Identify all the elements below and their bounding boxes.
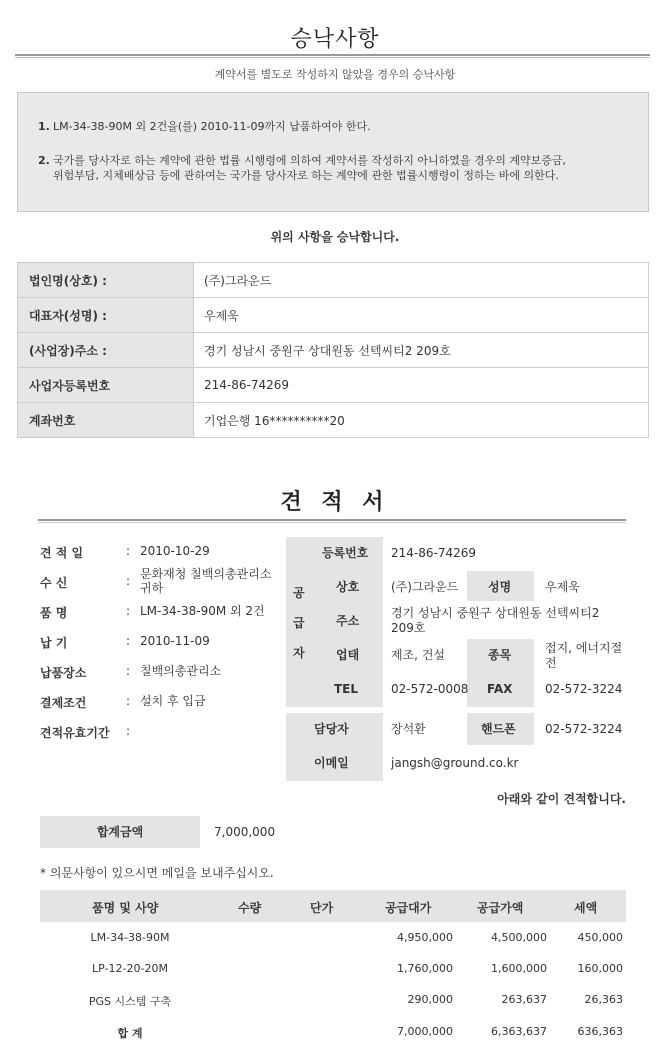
address-value: 경기 성남시 중원구 상대원동 선텍씨티2 bbox=[391, 606, 600, 620]
info-label: 법인명(상호) : bbox=[18, 263, 194, 298]
total-amount-label: 합계금액 bbox=[40, 816, 200, 848]
item-supply-price: 4,500,000 bbox=[491, 931, 547, 944]
table-row bbox=[40, 993, 626, 1013]
info-value: 214-86-74269 bbox=[194, 368, 649, 403]
reg-number-value: 214-86-74269 bbox=[391, 546, 477, 560]
acceptance-title: 승낙사항 bbox=[290, 27, 380, 52]
sum-supply-price: 6,363,637 bbox=[491, 1025, 547, 1038]
column-header: 세액 bbox=[574, 901, 598, 915]
rep-name-label: 성명 bbox=[488, 580, 512, 594]
column-header: 공급대가 bbox=[385, 901, 432, 915]
total-amount-value: 7,000,000 bbox=[214, 825, 276, 839]
item-supply-price: 263,637 bbox=[501, 993, 547, 1006]
company-info-table bbox=[17, 262, 649, 438]
field-value: 문화재청 칠백의총관리소 bbox=[140, 567, 272, 581]
table-row bbox=[18, 403, 649, 438]
contact-label: 담당자 bbox=[314, 722, 349, 736]
field-colon: : bbox=[126, 634, 131, 648]
table-row bbox=[18, 298, 649, 333]
terms-box bbox=[17, 92, 649, 212]
quote-divider bbox=[38, 519, 626, 523]
field-label: 결제조건 bbox=[40, 696, 87, 710]
field-value: 2010-11-09 bbox=[140, 634, 210, 648]
items-table-header bbox=[40, 890, 626, 922]
acceptance-subtitle: 계약서를 별도로 작성하지 않았을 경우의 승낙사항 bbox=[214, 68, 456, 81]
column-header: 공급가액 bbox=[477, 901, 524, 915]
item-name: PGS 시스템 구축 bbox=[88, 995, 172, 1008]
reg-number-label: 등록번호 bbox=[322, 546, 369, 560]
rep-name-value: 우제욱 bbox=[545, 580, 580, 594]
field-colon: : bbox=[126, 664, 131, 678]
item-tax: 160,000 bbox=[577, 962, 623, 975]
inquiry-notice: * 의문사항이 있으시면 메일을 보내주십시오. bbox=[40, 866, 274, 880]
field-colon: : bbox=[126, 604, 131, 618]
info-label: 대표자(성명) : bbox=[18, 298, 194, 333]
item-supply-total: 290,000 bbox=[407, 993, 453, 1006]
term-number: 2. bbox=[38, 154, 50, 167]
quote-confirm-text: 아래와 같이 견적합니다. bbox=[497, 792, 626, 806]
supplier-vertical-char: 급 bbox=[293, 616, 305, 630]
item-supply-price: 1,600,000 bbox=[491, 962, 547, 975]
info-value: (주)그라운드 bbox=[194, 263, 649, 298]
mobile-value: 02-572-3224 bbox=[545, 722, 623, 736]
term-text: 국가를 당사자로 하는 계약에 관한 법률 시행령에 의하여 계약서를 작성하지 아니하였을 경우의 계약보증금, bbox=[53, 154, 566, 167]
item-supply-total: 4,950,000 bbox=[397, 931, 453, 944]
field-colon: : bbox=[126, 724, 131, 738]
title-divider bbox=[15, 54, 650, 58]
field-label: 견적유효기간 bbox=[40, 726, 110, 740]
item-name: LP-12-20-20M bbox=[92, 962, 168, 975]
contact-value: 장석환 bbox=[391, 722, 426, 736]
field-value: 귀하 bbox=[140, 581, 164, 595]
sum-tax: 636,363 bbox=[577, 1025, 623, 1038]
business-type-label: 업태 bbox=[336, 648, 360, 662]
email-label: 이메일 bbox=[314, 756, 349, 770]
company-name-value: (주)그라운드 bbox=[391, 580, 459, 594]
field-label: 납 기 bbox=[40, 636, 68, 650]
address-label: 주소 bbox=[336, 614, 360, 628]
field-value: 2010-10-29 bbox=[140, 544, 210, 558]
business-item-value: 접지, 에너지절 bbox=[545, 641, 623, 655]
info-label: (사업장)주소 : bbox=[18, 333, 194, 368]
supplier-vertical-char: 공 bbox=[293, 586, 305, 600]
accept-statement: 위의 사항을 승낙합니다. bbox=[270, 230, 400, 244]
business-item-label: 종목 bbox=[488, 648, 512, 662]
field-label: 납품장소 bbox=[40, 666, 87, 680]
field-colon: : bbox=[126, 574, 131, 588]
tel-value: 02-572-0008 bbox=[391, 682, 469, 696]
info-label: 계좌번호 bbox=[18, 403, 194, 438]
address-value: 209호 bbox=[391, 621, 426, 635]
term-text: LM-34-38-90M 외 2건을(를) 2010-11-09까지 납품하여야 한다. bbox=[53, 120, 371, 133]
term-text: 위험부담, 지체배상금 등에 관하여는 국가를 당사자로 하는 계약에 관한 법률시행령이 정하는 바에 의한다. bbox=[53, 169, 559, 182]
quote-title: 견 적 서 bbox=[280, 490, 390, 515]
field-colon: : bbox=[126, 544, 131, 558]
tel-label: TEL bbox=[334, 682, 359, 696]
table-row bbox=[40, 962, 626, 982]
field-value: 칠백의총관리소 bbox=[140, 664, 222, 678]
item-name: LM-34-38-90M bbox=[90, 931, 170, 944]
field-label: 견 적 일 bbox=[40, 546, 84, 560]
field-value: LM-34-38-90M 외 2건 bbox=[140, 604, 265, 618]
item-tax: 450,000 bbox=[577, 931, 623, 944]
info-value: 우제욱 bbox=[194, 298, 649, 333]
column-header: 단가 bbox=[310, 901, 334, 915]
item-tax: 26,363 bbox=[584, 993, 623, 1006]
fax-label: FAX bbox=[487, 682, 513, 696]
fax-value: 02-572-3224 bbox=[545, 682, 623, 696]
info-value: 경기 성남시 중원구 상대원동 선텍씨티2 209호 bbox=[194, 333, 649, 368]
term-number: 1. bbox=[38, 120, 50, 133]
info-value: 기업은행 16**********20 bbox=[194, 403, 649, 438]
business-type-value: 제조, 건설 bbox=[391, 648, 445, 662]
item-supply-total: 1,760,000 bbox=[397, 962, 453, 975]
field-label: 수 신 bbox=[40, 576, 68, 590]
sum-row bbox=[40, 1025, 626, 1045]
sum-label: 합 계 bbox=[117, 1027, 143, 1040]
field-colon: : bbox=[126, 694, 131, 708]
table-row bbox=[18, 263, 649, 298]
column-header: 수량 bbox=[238, 901, 262, 915]
table-row bbox=[40, 931, 626, 951]
info-label: 사업자등록번호 bbox=[18, 368, 194, 403]
business-item-value: 전 bbox=[545, 656, 557, 670]
column-header: 품명 및 사양 bbox=[92, 901, 159, 915]
field-value: 설치 후 입금 bbox=[140, 694, 206, 708]
supplier-vertical-char: 자 bbox=[293, 646, 305, 660]
field-label: 품 명 bbox=[40, 606, 68, 620]
email-value[interactable]: jangsh@ground.co.kr bbox=[391, 756, 519, 770]
company-name-label: 상호 bbox=[336, 580, 360, 594]
table-row bbox=[18, 368, 649, 403]
table-row bbox=[18, 333, 649, 368]
sum-supply-total: 7,000,000 bbox=[397, 1025, 453, 1038]
mobile-label: 핸드폰 bbox=[481, 722, 516, 736]
